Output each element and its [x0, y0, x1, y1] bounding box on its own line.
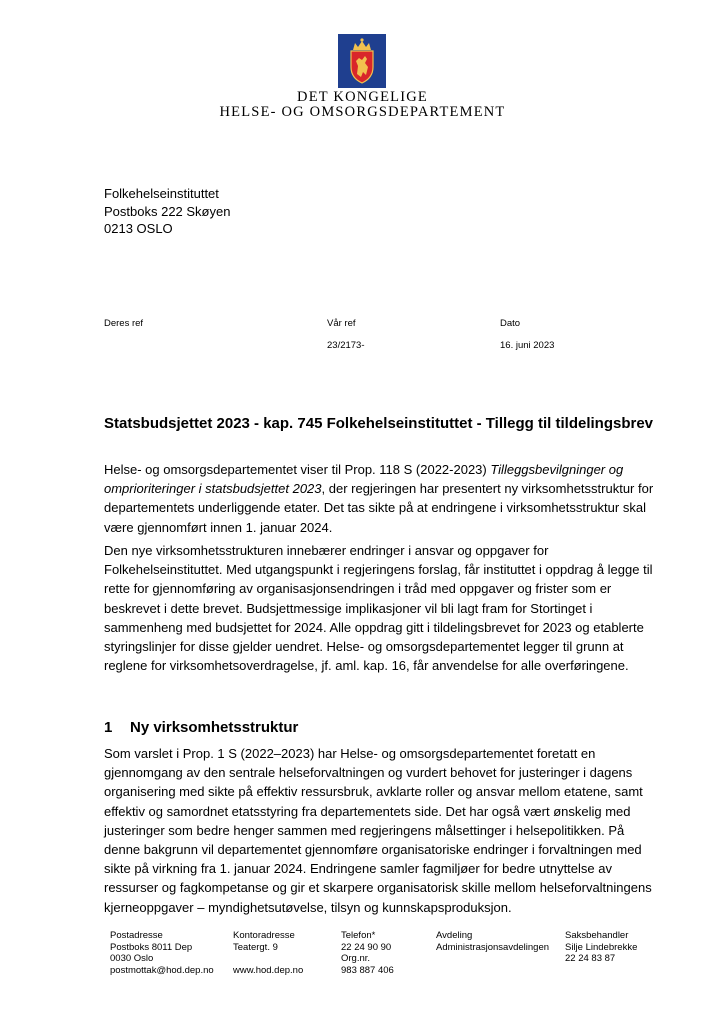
footer-kontoradresse — [233, 930, 303, 977]
footer-text: Avdeling — [436, 930, 473, 941]
footer-text: Silje Lindebrekke — [565, 941, 638, 953]
recipient-street: Postboks 222 Skøyen — [104, 203, 231, 219]
footer-text — [233, 953, 303, 965]
recipient-city: 0213 OSLO — [104, 221, 173, 236]
paragraph-intro — [104, 460, 664, 537]
para1-part-a: Helse- og omsorgsdepartementet viser til Prop. 118 S (2022-2023) — [104, 462, 491, 477]
section-number: 1 — [104, 719, 113, 736]
footer-text: Saksbehandler — [565, 930, 629, 941]
footer-text: 0030 Oslo — [110, 953, 154, 965]
footer-telefon — [341, 930, 394, 977]
ref-deres-label: Deres ref — [104, 318, 144, 329]
footer-saksbehandler — [565, 930, 637, 965]
footer-avdeling — [436, 930, 549, 953]
ref-date-value: 16. juni 2023 — [500, 340, 555, 351]
letter-title: Statsbudsjettet 2023 - kap. 745 Folkehelseinstituttet - Tillegg til tildelingsbrev — [104, 415, 654, 432]
section-heading — [104, 718, 298, 738]
coat-of-arms-logo — [338, 34, 386, 88]
footer-text: 22 24 90 90 — [341, 941, 392, 953]
footer-email[interactable]: postmottak@hod.dep.no — [110, 965, 214, 977]
para1-part-c: , der regjeringen har presentert ny virksomhetsstruktur for departementets underliggende etater. Det tas sikte på at endringene i virksomhetsstruktur skal være gjennomført innen 1. januar 2024. — [104, 481, 654, 535]
footer-text: Administrasjonsavdelingen — [436, 941, 550, 953]
footer-text: 22 24 83 87 — [565, 953, 616, 965]
department-name-line2: HELSE- OG OMSORGSDEPARTEMENT — [219, 104, 506, 120]
footer-postadresse — [110, 930, 214, 977]
footer-text: Postboks 8011 Dep — [110, 941, 193, 953]
footer-text: 983 887 406 — [341, 965, 394, 977]
section-text: Som varslet i Prop. 1 S (2022–2023) har Helse- og omsorgsdepartementet foretatt en gjennomgang av den sentrale helseforvaltningen og vurdert behovet for justeringer i dagens organisering med sikte på effektiv ressursbruk, avklarte roller og ansvar mellom etatene, samt effektiv og samordnet etatsstyring fra departementets side. Det har også vært ønskelig med justeringer som bedre henger sammen med regjeringens målsettinger i helsepolitikken. På denne bakgrunn vil departementet gjennomføre organisatoriske endringer i forvaltningen med sikte på virkning fra 1. januar 2024. Endringene samler fagmiljøer for bedre utnyttelse av ressurser og fagkompetanse og gir et skarpere organisatorisk skille mellom helseforvaltningens kjerneoppgaver – myndighetsutøvelse, tilsyn og kunnskapsproduksjon. — [104, 746, 652, 915]
ref-var-value: 23/2173- — [327, 340, 365, 351]
footer-text: Telefon* — [341, 930, 376, 941]
ref-date — [500, 318, 554, 352]
section-title: Ny virksomhetsstruktur — [130, 719, 299, 736]
department-name-line1: DET KONGELIGE — [297, 89, 428, 105]
footer-text: Org.nr. — [341, 953, 371, 965]
footer-text: Teatergt. 9 — [233, 941, 278, 953]
footer-website-link[interactable]: www.hod.dep.no — [233, 965, 304, 977]
ref-var — [327, 318, 365, 352]
recipient-name: Folkehelseinstituttet — [104, 186, 219, 201]
paragraph-structure: Den nye virksomhetsstrukturen innebærer endringer i ansvar og oppgaver for Folkehelseinstituttet. Med utgangspunkt i regjeringens forslag, får instituttet i oppdrag å legge til rette for gjennomføring av organisasjonsendringen i tråd med oppgaver og frister som er beskrevet i dette brevet. Budsjettmessige implikasjoner vil bli lagt fram for Stortinget i sammenheng med budsjettet for 2024. Alle oppdrag gitt i tildelingsbrevet for 2023 og etablerte styringslinjer for disse gjelder uendret. Helse- og omsorgsdepartementet legger til grunn at reglene for virksomhetsoverdragelse, jf. aml. kap. 16, får anvendelse for alle overføringene. — [104, 543, 653, 674]
ref-var-label: Vår ref — [327, 318, 356, 329]
ref-deres — [104, 318, 143, 340]
footer-text: Kontoradresse — [233, 930, 295, 941]
recipient-address — [104, 185, 230, 238]
ref-date-label: Dato — [500, 318, 521, 329]
para1-part-italic: Tilleggsbevilgninger og omprioriteringer i statsbudsjettet 2023 — [104, 462, 624, 497]
footer-text: Postadresse — [110, 930, 163, 941]
